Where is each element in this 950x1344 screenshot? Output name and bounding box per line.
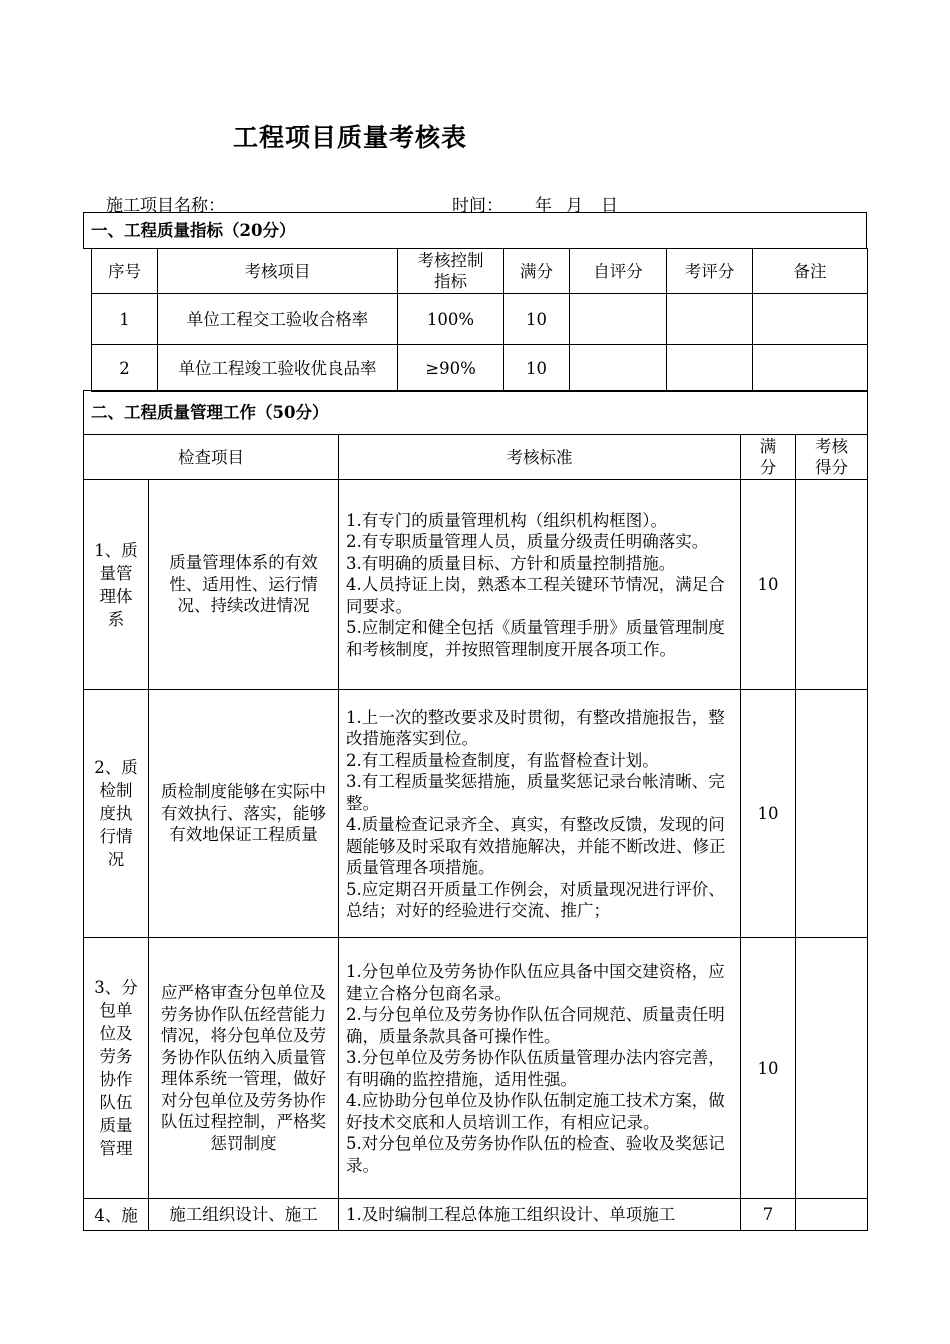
section2-heading: 二、工程质量管理工作（50分）: [84, 391, 868, 435]
standard-item: 3.分包单位及劳务协作队伍质量管理办法内容完善，有明确的监控措施，适用性强。: [346, 1048, 725, 1089]
header-seq: 序号: [92, 249, 158, 294]
row-description: 应严格审查分包单位及劳务协作队伍经营能力情况，将分包单位及劳务协作队伍纳入质量管理体系统一管理，做好对分包单位及劳务协作队伍过程控制，严格奖惩罚制度: [149, 938, 339, 1199]
row-full: 10: [504, 345, 570, 392]
row-description: 施工组织设计、施工: [149, 1199, 339, 1231]
header-standard: 考核标准: [339, 435, 741, 480]
row-category: 3、分包单位及劳务协作队伍质量管理: [84, 938, 149, 1199]
management-table: [83, 390, 868, 1231]
header-target: 考核控制指标: [398, 249, 504, 294]
header-full: 满分: [504, 249, 570, 294]
section1-heading: 一、工程质量指标（20分）: [84, 213, 867, 249]
row-full-score: 7: [741, 1199, 796, 1231]
row-assessed-score-cell[interactable]: [796, 1199, 868, 1231]
table-row: [84, 1199, 868, 1231]
standard-item: 2.与分包单位及劳务协作队伍合同规范、质量责任明确，质量条款具备可操作性。: [346, 1005, 725, 1046]
header-remark: 备注: [753, 249, 868, 294]
header-eval-score: 考评分: [667, 249, 753, 294]
row-category: 4、施: [84, 1199, 149, 1231]
day-label: 日: [601, 196, 618, 216]
indicator-table: [91, 248, 868, 392]
row-assessed-score-cell[interactable]: [796, 480, 868, 690]
standard-item: 1.分包单位及劳务协作队伍应具备中国交建资格，应建立合格分包商名录。: [346, 962, 725, 1003]
page-title: 工程项目质量考核表: [233, 123, 468, 152]
table-row: [84, 690, 868, 938]
row-seq: 2: [92, 345, 158, 392]
table-row: [84, 938, 868, 1199]
row-full-score: 10: [741, 480, 796, 690]
row-description: 质量管理体系的有效性、适用性、运行情况、持续改进情况: [149, 480, 339, 690]
row-item: 单位工程竣工验收优良品率: [158, 345, 398, 392]
standard-item: 4.人员持证上岗，熟悉本工程关键环节情况，满足合同要求。: [346, 575, 725, 616]
header-full-score: 满分: [741, 435, 796, 480]
standard-item: 1.有专门的质量管理机构（组织机构框图）。: [346, 510, 667, 530]
row-assessed-score-cell[interactable]: [796, 938, 868, 1199]
header-check-item: 检查项目: [84, 435, 339, 480]
row-category: 1、质量管理体系: [84, 480, 149, 690]
standard-item: 4.应协助分包单位及协作队伍制定施工技术方案，做好技术交底和人员培训工作，有相应记录。: [346, 1091, 725, 1132]
row-eval-score-cell[interactable]: [667, 345, 753, 392]
time-label: 时间：: [452, 196, 503, 216]
standard-item: 2.有专职质量管理人员，质量分级责任明确落实。: [346, 532, 709, 552]
row-target: 100%: [398, 294, 504, 345]
row-remark-cell[interactable]: [753, 345, 868, 392]
row-eval-score-cell[interactable]: [667, 294, 753, 345]
project-name-label: 施工项目名称：: [106, 196, 225, 216]
row-self-score-cell[interactable]: [570, 345, 667, 392]
row-full-score: 10: [741, 938, 796, 1199]
table-row: [92, 345, 868, 392]
row-standards: [339, 480, 741, 690]
standard-item: 5.应定期召开质量工作例会，对质量现况进行评价、总结；对好的经验进行交流、推广；: [346, 879, 725, 920]
standard-item: 5.应制定和健全包括《质量管理手册》质量管理制度和考核制度，并按照管理制度开展各项工作。: [346, 618, 725, 659]
row-seq: 1: [92, 294, 158, 345]
row-standards: [339, 938, 741, 1199]
standard-item: 2.有工程质量检查制度，有监督检查计划。: [346, 750, 659, 770]
section1-table: [83, 212, 867, 249]
row-assessed-score-cell[interactable]: [796, 690, 868, 938]
header-item: 考核项目: [158, 249, 398, 294]
table-row: [84, 480, 868, 690]
row-remark-cell[interactable]: [753, 294, 868, 345]
row-target: ≥90%: [398, 345, 504, 392]
row-full-score: 10: [741, 690, 796, 938]
standard-item: 1.及时编制工程总体施工组织设计、单项施工: [346, 1205, 676, 1224]
row-full: 10: [504, 294, 570, 345]
row-self-score-cell[interactable]: [570, 294, 667, 345]
row-item: 单位工程交工验收合格率: [158, 294, 398, 345]
row-category: 2、质检制度执行情况: [84, 690, 149, 938]
standard-item: 1.上一次的整改要求及时贯彻，有整改措施报告，整改措施落实到位。: [346, 707, 725, 748]
year-label: 年: [535, 196, 552, 216]
indicator-header-row: [92, 249, 868, 294]
standard-item: 5.对分包单位及劳务协作队伍的检查、验收及奖惩记录。: [346, 1134, 725, 1175]
month-label: 月: [566, 196, 583, 216]
standard-item: 3.有明确的质量目标、方针和质量控制措施。: [346, 553, 676, 573]
header-self-score: 自评分: [570, 249, 667, 294]
standard-item: 3.有工程质量奖惩措施，质量奖惩记录台帐清晰、完整。: [346, 772, 725, 813]
table-row: [92, 294, 868, 345]
row-standards: [339, 690, 741, 938]
row-description: 质检制度能够在实际中有效执行、落实，能够有效地保证工程质量: [149, 690, 339, 938]
standard-item: 4.质量检查记录齐全、真实，有整改反馈，发现的问题能够及时采取有效措施解决，并能不断改进、修正质量管理各项措施。: [346, 815, 726, 877]
row-standards: [339, 1199, 741, 1231]
management-header-row: [84, 435, 868, 480]
header-assessed-score: 考核得分: [796, 435, 868, 480]
